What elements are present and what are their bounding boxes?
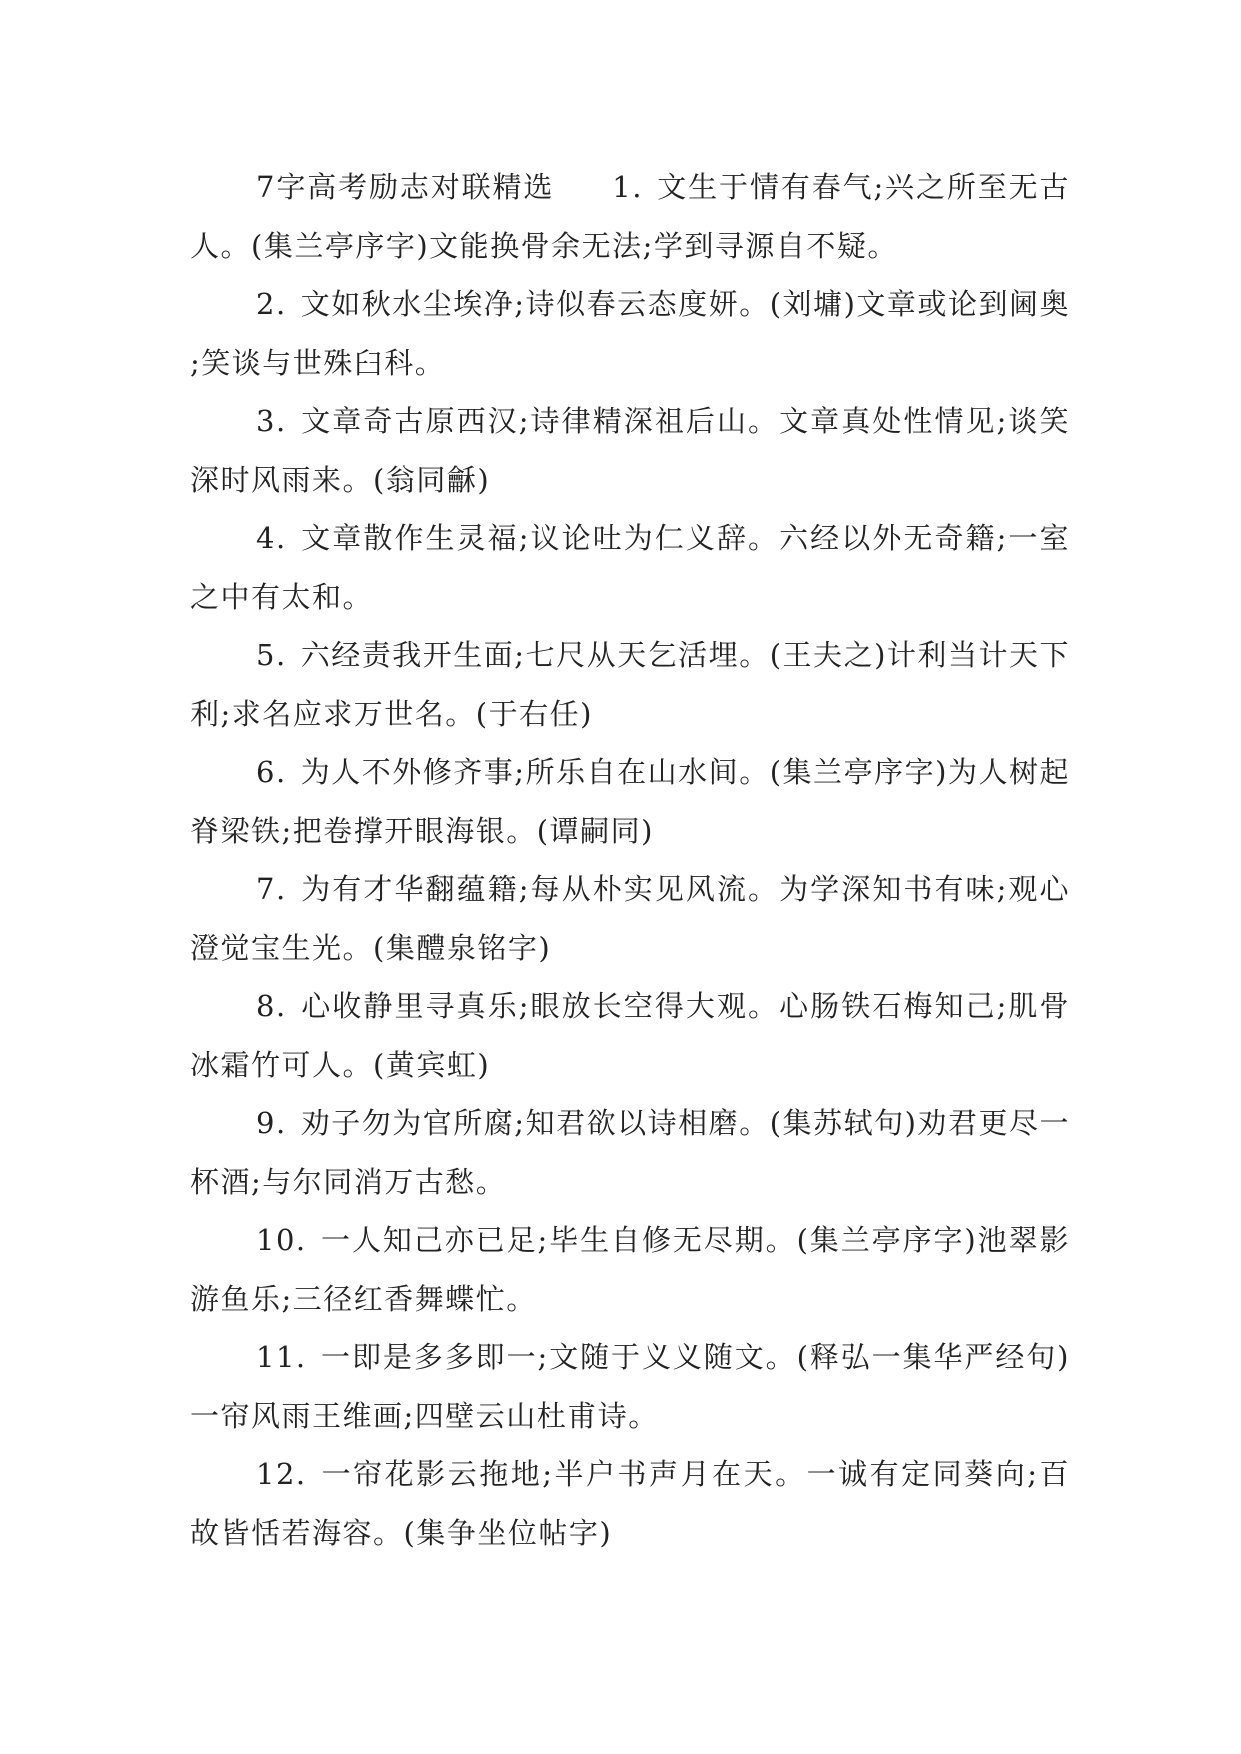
couplet-text: 劝子勿为官所腐;知君欲以诗相磨。(集苏轼句)劝君更尽一杯酒;与尔同消万古愁。 [190, 1106, 1070, 1199]
paragraph-6 [190, 743, 1070, 860]
item-number: 6. [256, 755, 287, 789]
paragraph-7 [190, 860, 1070, 977]
document-title: 7字高考励志对联精选 [256, 170, 555, 204]
item-number: 11. [256, 1340, 307, 1374]
item-number: 2. [256, 287, 287, 321]
item-number: 7. [256, 872, 287, 906]
paragraph-10 [190, 1211, 1070, 1328]
couplet-text: 一帘花影云拖地;半户书声月在天。一诚有定同葵向;百故皆恬若海容。(集争坐位帖字) [190, 1457, 1070, 1550]
paragraph-2 [190, 275, 1070, 392]
couplet-text: 心收静里寻真乐;眼放长空得大观。心肠铁石梅知己;肌骨冰霜竹可人。(黄宾虹) [190, 989, 1070, 1082]
item-number: 9. [256, 1106, 287, 1140]
paragraph-8 [190, 977, 1070, 1094]
item-number: 1. [612, 170, 643, 204]
couplet-text: 一人知己亦已足;毕生自修无尽期。(集兰亭序字)池翠影游鱼乐;三径红香舞蝶忙。 [190, 1223, 1070, 1316]
item-number: 12. [256, 1457, 307, 1491]
couplet-text: 文生于情有春气;兴之所至无古人。(集兰亭序字)文能换骨余无法;学到寻源自不疑。 [190, 170, 1070, 263]
paragraph-5 [190, 626, 1070, 743]
couplet-text: 为人不外修齐事;所乐自在山水间。(集兰亭序字)为人树起脊梁铁;把卷撑开眼海银。(谭嗣同) [190, 755, 1070, 848]
paragraph-1 [190, 158, 1070, 275]
item-number: 8. [256, 989, 287, 1023]
item-number: 5. [256, 638, 287, 672]
paragraph-3 [190, 392, 1070, 509]
paragraph-11 [190, 1328, 1070, 1445]
couplet-text: 六经责我开生面;七尺从天乞活埋。(王夫之)计利当计天下利;求名应求万世名。(于右任) [190, 638, 1070, 731]
couplet-text: 文章奇古原西汉;诗律精深祖后山。文章真处性情见;谈笑深时风雨来。(翁同龢) [190, 404, 1070, 497]
couplet-text: 一即是多多即一;文随于义义随文。(释弘一集华严经句)一帘风雨王维画;四壁云山杜甫诗。 [190, 1340, 1070, 1433]
item-number: 4. [256, 521, 287, 555]
couplet-text: 文章散作生灵福;议论吐为仁义辞。六经以外无奇籍;一室之中有太和。 [190, 521, 1070, 614]
item-number: 10. [256, 1223, 307, 1257]
couplet-text: 文如秋水尘埃净;诗似春云态度妍。(刘墉)文章或论到阃奥;笑谈与世殊臼科。 [190, 287, 1070, 380]
document-body [190, 158, 1070, 1562]
paragraph-9 [190, 1094, 1070, 1211]
item-number: 3. [256, 404, 287, 438]
paragraph-4 [190, 509, 1070, 626]
paragraph-12 [190, 1445, 1070, 1562]
couplet-text: 为有才华翻蕴籍;每从朴实见风流。为学深知书有味;观心澄觉宝生光。(集醴泉铭字) [190, 872, 1070, 965]
